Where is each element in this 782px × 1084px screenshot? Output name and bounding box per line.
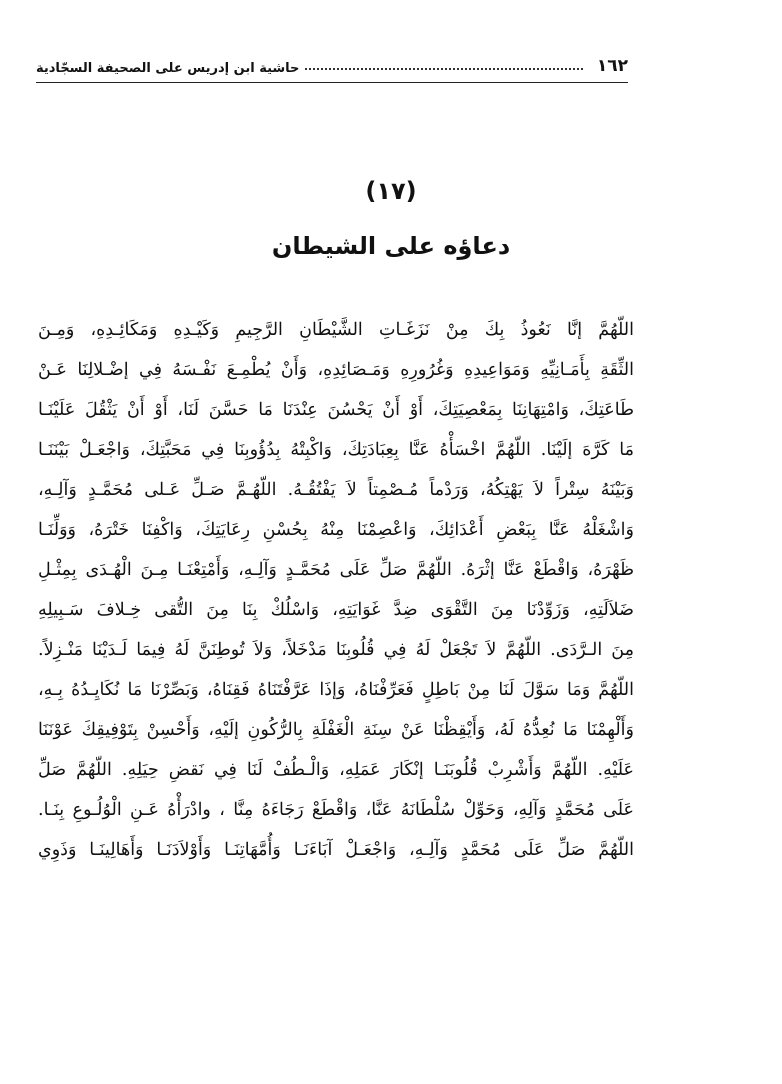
text-line: وَأَلْهِمْنَا مَا نُعِدُّهُ لَهُ، وَأَيْقِظْنَا عَنْ سِنَةِ الْغَفْلَةِ بِالرُّكُونِ إلَيْهِ، وَأَحْسِنْ بِتَوْفِيقِكَ عَوْنَنَا [38,720,634,740]
prayer-text [38,310,634,870]
running-header [36,52,628,76]
text-line: اللّهُمَّ وَمَا سَوَّلَ لَنَا مِنْ بَاطِلٍ فَعَرِّفْنَاهُ، وَإذَا عَرَّفْتَنَاهُ فَقِنَاهُ، وَبَصِّرْنَا مَا نُكَايِـدُهُ بِـهِ، [38,680,634,700]
text-line: ظَهْرَهُ، وَاقْطَعْ عَنَّا إثْرَهُ. اللّهُمَّ صَلِّ عَلَى مُحَمَّـدٍ وَآلِـهِ، وَأَمْتِعْنَـا مِـنَ الْهُـدَى بِمِثْـلِ [38,560,634,580]
text-line: اللّهُمَّ إنَّا نَعُوذُ بِكَ مِنْ نَزَغَـاتِ الشَّيْطَانِ الرَّجِيمِ وَكَيْـدِهِ وَمَكَائِـدِهِ، وَمِـنَ [38,320,634,340]
header-dot-leader [305,67,582,70]
chapter-number: (١٧) [365,177,417,205]
page-number: ١٦٢ [596,56,628,76]
text-line: طَاعَتِكَ، وَامْتِهَانِنَا بِمَعْصِيَتِكَ، أَوْ أَنْ يَحْسُنَ عِنْدَنَا مَا حَسَّنَ لَنَا، أَوْ أَنْ يَثْقُلَ عَلَيْنَـا [38,400,634,420]
chapter-title: دعاؤه على الشيطان [271,232,511,260]
text-line: وَاشْغَلْهُ عَنَّا بِبَعْضِ أَعْدَائِكَ، وَاعْصِمْنَا مِنْهُ بِحُسْنِ رِعَايَتِكَ، وَاكْفِنَا خَتْرَهُ، وَوَلِّنَـا [38,520,634,540]
text-line: مِنَ الـرَّدَى. اللّهُمَّ لاَ تَجْعَلْ لَهُ فِي قُلُوبِنَا مَدْخَلاً، وَلاَ تُوطِنَنَّ لَهُ فِيمَا لَـدَيْنَا مَنْـزِلاً. [38,640,634,660]
text-line: عَلَيْهِ. اللّهُمَّ وَأَشْرِبْ قُلُوبَنَـا إنْكَارَ عَمَلِهِ، وَالْـطُفْ لَنَا فِي نَقضِ حِيَلِهِ. اللّهُمَّ صَلِّ [38,760,634,780]
text-line: مَا كَرَّهَ إلَيْنَا. اللّهُمَّ اخْسَأْهُ عَنَّا بِعِبَادَتِكَ، وَاكْبِتْهُ بِدُؤُوبِنَا فِي مَحَبَّتِكَ، وَاجْعَـلْ بَيْنَنَـا [38,440,634,460]
text-line: الثِّقَةِ بِأَمَـانِيِّهِ وَمَوَاعِيدِهِ وَغُرُورِهِ وَمَـصَائِدِهِ، وَأَنْ يُطْمِـعَ نَفْـسَهُ فِي إضْـلالِنَا عَـنْ [38,360,634,380]
text-line: وَبَيْنَهُ سِتْراً لاَ يَهْتِكُهُ، وَرَدْماً مُـصْمِتاً لاَ يَفْتُقُـهُ. اللّهُـمَّ صَـلِّ عَـلى مُحَمَّـدٍ وَآلِـهِ، [38,480,634,500]
text-line: عَلَى مُحَمَّدٍ وَآلِهِ، وَحَوِّلْ سُلْطَانَهُ عَنَّا، وَاقْطَعْ رَجَاءَهُ مِنَّا ، وادْرَأْهُ عَـنِ الْوُلُـوعِ بِنَـا. [38,800,634,820]
book-title: حاشية ابن إدريس على الصحيفة السجّادية [36,61,300,76]
header-divider [36,82,628,83]
text-line: اللّهُمَّ صَلِّ عَلَى مُحَمَّدٍ وَآلِـهِ، وَاجْعَـلْ آبَاءَنَـا وَأُمَّهَاتِنَـا وَأَوْلاَدَنَـا وَأَهَالِينَـا وَذَوِي [38,840,634,860]
text-line: ضَلاَلَتِهِ، وَزَوِّدْنَا مِنَ التَّقْوَى ضِدَّ غَوَايَتِهِ، وَاسْلُكْ بِنَا مِنَ التُّقى خِـلافَ سَـبِيلِهِ [38,600,634,620]
